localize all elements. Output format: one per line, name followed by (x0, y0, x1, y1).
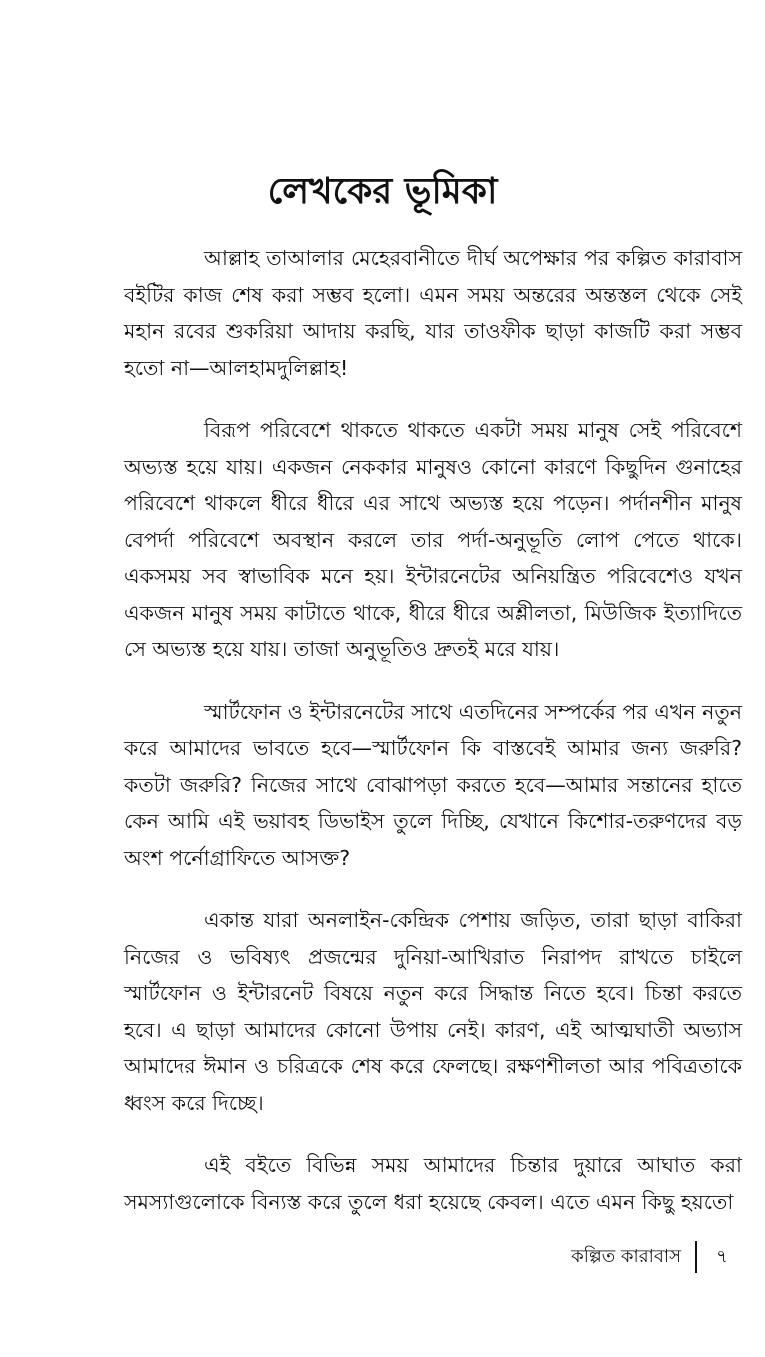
paragraph-1: আল্লাহ তাআলার মেহেরবানীতে দীর্ঘ অপেক্ষার পর কল্পিত কারাবাস বইটির কাজ শেষ করা সম্ভব হলো। এমন সময় অন্তরের অন্তস্তল থেকে সেই মহান রবের শুকরিয়া আদায় করছি, যার তাওফীক ছাড়া কাজটি করা সম্ভব হতো না—আলহামদুলিল্লাহ! (124, 246, 742, 380)
paragraph-5: এই বইতে বিভিন্ন সময় আমাদের চিন্তার দুয়ারে আঘাত করা সমস্যাগুলোকে বিন্যস্ত করে তুলে ধরা হয়েছে কেবল। এতে এমন কিছু হয়তো (124, 1153, 742, 1214)
paragraph-2: বিরূপ পরিবেশে থাকতে থাকতে একটা সময় মানুষ সেই পরিবেশে অভ্যস্ত হয়ে যায়। একজন নেককার মানুষও কোনো কারণে কিছুদিন গুনাহের পরিবেশে থাকলে ধীরে ধীরে এর সাথে অভ্যস্ত হয়ে পড়েন। পর্দানশীন মানুষ বেপর্দা পরিবেশে অবস্থান করলে তার পর্দা-অনুভূতি লোপ পেতে থাকে। একসময় সব স্বাভাবিক মনে হয়। ইন্টারনেটের অনিয়ন্ত্রিত পরিবেশেও যখন একজন মানুষ সময় কাটাতে থাকে, ধীরে ধীরে অশ্লীলতা, মিউজিক ইত্যাদিতে সে অভ্যস্ত হয়ে যায়। তাজা অনুভূতিও দ্রুতই মরে যায়। (124, 418, 742, 661)
body-text (124, 240, 742, 1246)
page-footer (571, 1240, 731, 1274)
page-number: ৭ (716, 1245, 728, 1267)
paragraph-3: স্মার্টফোন ও ইন্টারনেটের সাথে এতদিনের সম্পর্কের পর এখন নতুন করে আমাদের ভাবতে হবে—স্মার্টফোন কি বাস্তবেই আমার জন্য জরুরি? কতটা জরুরি? নিজের সাথে বোঝাপড়া করতে হবে—আমার সন্তানের হাতে কেন আমি এই ভয়াবহ ডিভাইস তুলে দিচ্ছি, যেখানে কিশোর-তরুণদের বড় অংশ পর্নোগ্রাফিতে আসক্ত? (124, 699, 742, 870)
page-title: লেখকের ভূমিকা (267, 171, 498, 212)
paragraph-4: একান্ত যারা অনলাইন-কেন্দ্রিক পেশায় জড়িত, তারা ছাড়া বাকিরা নিজের ও ভবিষ্যৎ প্রজন্মের দুনিয়া-আখিরাত নিরাপদ রাখতে চাইলে স্মার্টফোন ও ইন্টারনেট বিষয়ে নতুন করে সিদ্ধান্ত নিতে হবে। চিন্তা করতে হবে। এ ছাড়া আমাদের কোনো উপায় নেই। কারণ, এই আত্মঘাতী অভ্যাস আমাদের ঈমান ও চরিত্রকে শেষ করে ফেলছে। রক্ষণশীলতা আর পবিত্রতাকে ধ্বংস করে দিচ্ছে। (124, 908, 742, 1115)
running-book-title: কল্পিত কারাবাস (571, 1245, 681, 1267)
